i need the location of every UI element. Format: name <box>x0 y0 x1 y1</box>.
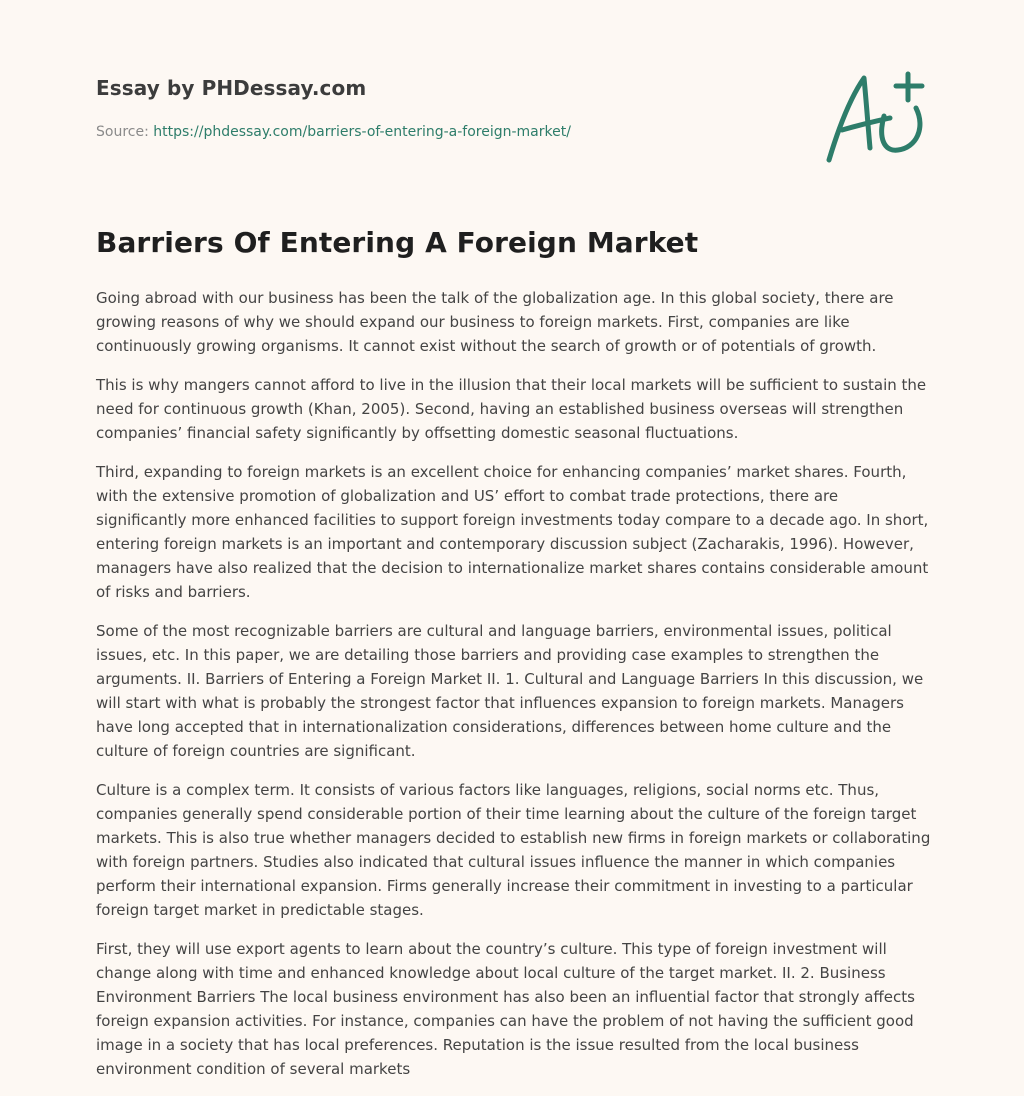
essay-paragraph: Going abroad with our business has been the talk of the globalization age. In this global society, there are growing reasons of why we should expand our business to foreign markets. First, companies are like continuously growing organisms. It cannot exist without the search of growth or of potentials of growth. <box>96 289 894 355</box>
essay-paragraph: Third, expanding to foreign markets is an excellent choice for enhancing companies’ market shares. Fourth, with the extensive promotion of globalization and US’ effort to combat trade protections, there are significantly more enhanced facilities to support foreign investments today compare to a decade ago. In short, entering foreign markets is an important and contemporary discussion subject (Zacharakis, 1996). However, managers have also realized that the decision to internationalize market shares contains considerable amount of risks and barriers. <box>96 463 929 601</box>
source-line <box>96 124 571 140</box>
essay-paragraph: This is why mangers cannot afford to live in the illusion that their local markets will be sufficient to sustain the need for continuous growth (Khan, 2005). Second, having an established business overseas will strengthen companies’ financial safety significantly by offsetting domestic seasonal fluctuations. <box>96 376 927 442</box>
source-link[interactable]: https://phdessay.com/barriers-of-entering-a-foreign-market/ <box>153 124 571 140</box>
essay-body <box>96 286 932 1096</box>
site-header <box>96 76 366 100</box>
a-plus-grade-icon <box>820 68 930 168</box>
essay-paragraph: Culture is a complex term. It consists of various factors like languages, religions, social norms etc. Thus, companies generally spend considerable portion of their time learning about the culture of the foreign target markets. This is also true whether managers decided to establish new firms in foreign markets or collaborating with foreign partners. Studies also indicated that cultural issues influence the manner in which companies perform their international expansion. Firms generally increase their commitment in investing to a particular foreign target market in predictable stages. <box>96 781 931 919</box>
essay-paragraph: Some of the most recognizable barriers are cultural and language barriers, environmental issues, political issues, etc. In this paper, we are detailing those barriers and providing case examples to strengthen the arguments. II. Barriers of Entering a Foreign Market II. 1. Cultural and Language Barriers In this discussion, we will start with what is probably the strongest factor that influences expansion to foreign markets. Managers have long accepted that in internationalization considerations, differences between home culture and the culture of foreign countries are significant. <box>96 622 924 760</box>
source-label: Source: <box>96 124 149 140</box>
brand-title: Essay by PHDessay.com <box>96 76 367 100</box>
essay-title: Barriers Of Entering A Foreign Market <box>96 226 699 259</box>
essay-paragraph: First, they will use export agents to learn about the country’s culture. This type of foreign investment will change along with time and enhanced knowledge about local culture of the target market. II. 2. Business Environment Barriers The local business environment has also been an influential factor that strongly affects foreign expansion activities. For instance, companies can have the problem of not having the sufficient good image in a society that has local preferences. Reputation is the issue resulted from the local business environment condition of several markets <box>96 940 915 1078</box>
